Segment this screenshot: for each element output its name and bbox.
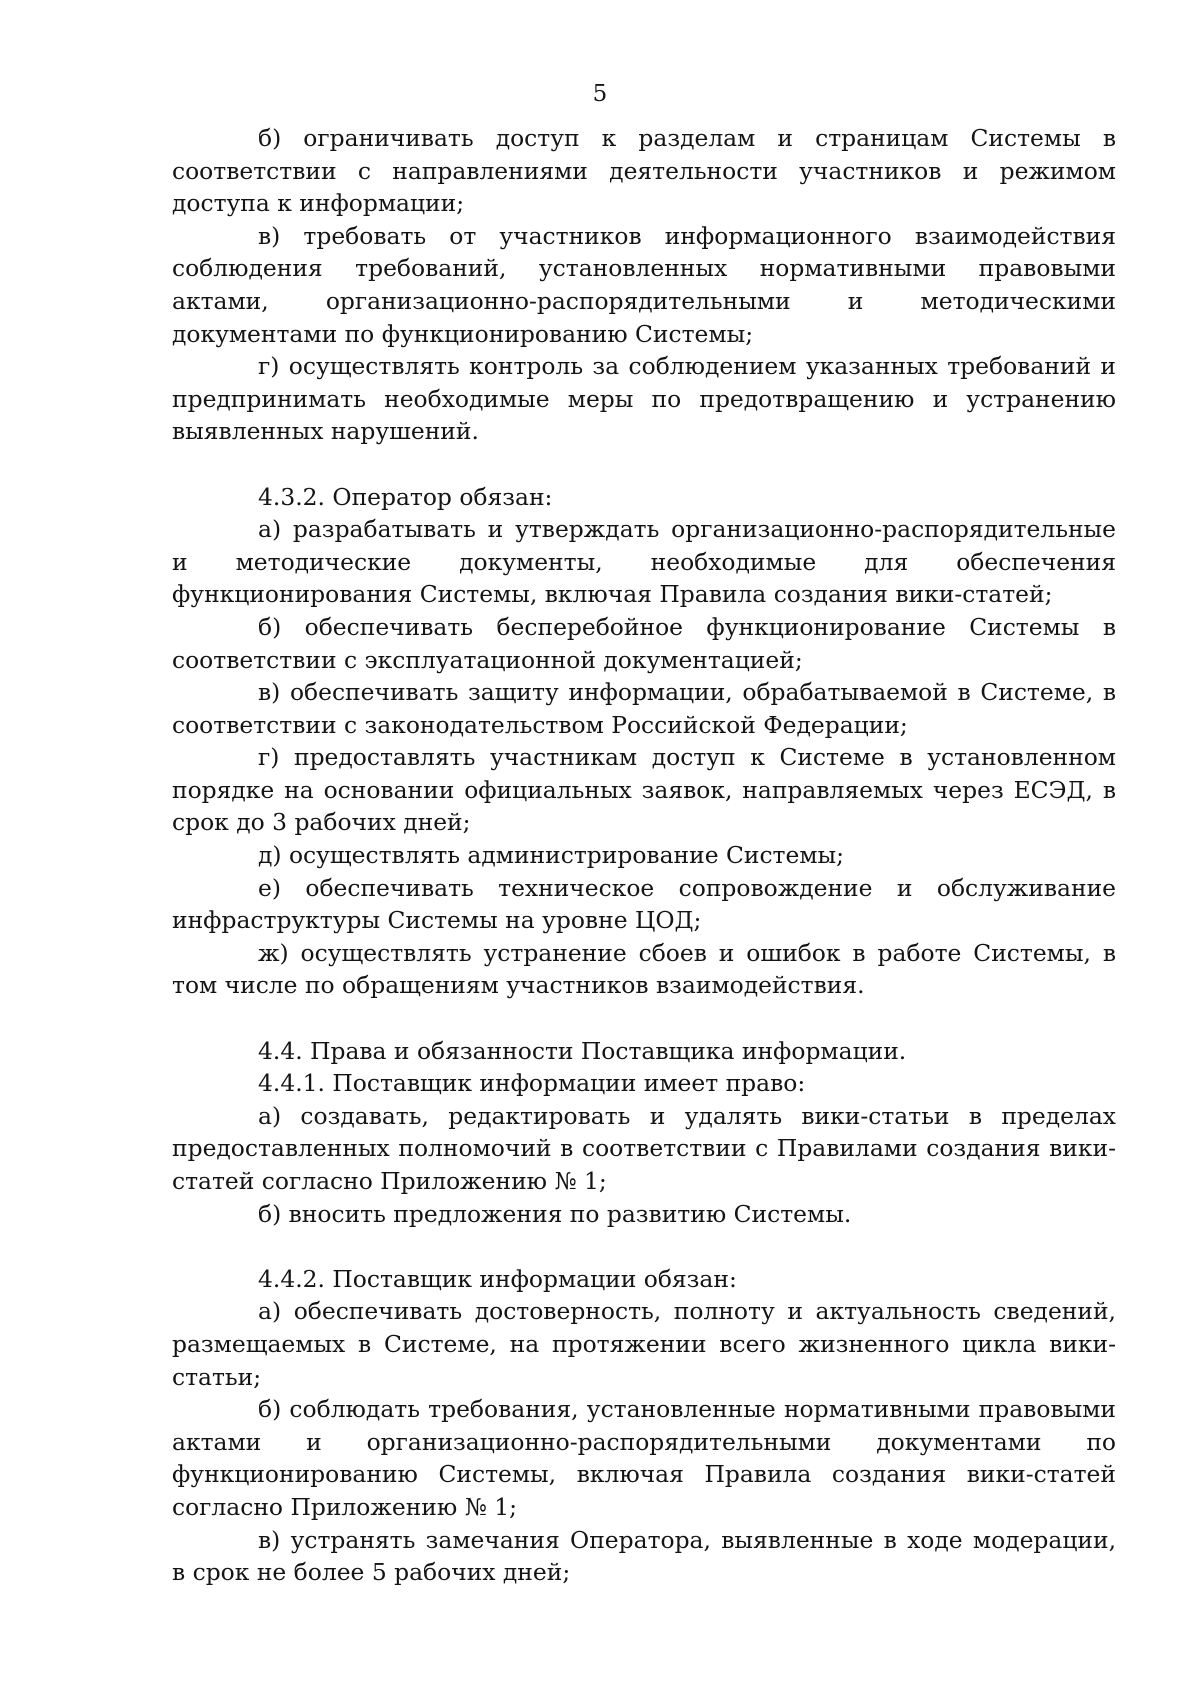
paragraph: в) устранять замечания Оператора, выявленные в ходе модерации, в срок не более 5 рабочих дней;: [172, 1525, 1116, 1587]
paragraph: а) обеспечивать достоверность, полноту и актуальность сведений, размещаемых в Системе, на протяжении всего жизненного цикла вики-статьи;: [172, 1297, 1116, 1391]
section-heading: 4.4.2. Поставщик информации обязан:: [258, 1264, 737, 1293]
section-heading: 4.4. Права и обязанности Поставщика информации.: [258, 1036, 907, 1065]
paragraph: г) осуществлять контроль за соблюдением указанных требований и предпринимать необходимые меры по предотвращению и устранению выявленных нарушений.: [172, 352, 1116, 446]
paragraph: в) обеспечивать защиту информации, обрабатываемой в Системе, в соответствии с законодательством Российской Федерации;: [172, 678, 1116, 739]
paragraph: ж) осуществлять устранение сбоев и ошибок в работе Системы, в том числе по обращениям участников взаимодействия.: [172, 938, 1116, 1000]
section-heading: 4.3.2. Оператор обязан:: [258, 482, 553, 511]
paragraph: г) предоставлять участникам доступ к Системе в установленном порядке на основании официальных заявок, направляемых через ЕСЭД, в срок до 3 рабочих дней;: [172, 743, 1116, 837]
page-number: 5: [592, 81, 608, 107]
paragraph: д) осуществлять администрирование Системы;: [258, 841, 845, 870]
paragraph: б) ограничивать доступ к разделам и страницам Системы в соответствии с направлениями деятельности участников и режимом доступа к информации;: [172, 124, 1116, 218]
paragraph: е) обеспечивать техническое сопровождение и обслуживание инфраструктуры Системы на уровне ЦОД;: [172, 873, 1116, 935]
paragraph: б) соблюдать требования, установленные нормативными правовыми актами и организационно-распорядительными документами по функционированию Системы, включая Правила создания вики-статей согласно Приложению № 1;: [172, 1395, 1116, 1521]
paragraph: в) требовать от участников информационного взаимодействия соблюдения требований, установленных нормативными правовыми актами, организационно-распорядительными и методическими документами по функционированию Системы;: [172, 221, 1116, 348]
section-heading: 4.4.1. Поставщик информации имеет право:: [258, 1069, 806, 1098]
paragraph: б) обеспечивать бесперебойное функционирование Системы в соответствии с эксплуатационной документацией;: [172, 612, 1116, 674]
document-body: [172, 122, 1116, 1589]
paragraph: а) создавать, редактировать и удалять вики-статьи в пределах предоставленных полномочий в соответствии с Правилами создания вики-статей согласно Приложению № 1;: [172, 1101, 1116, 1195]
paragraph: а) разрабатывать и утверждать организационно-распорядительные и методические документы, необходимые для обеспечения функционирования Системы, включая Правила создания вики-статей;: [172, 515, 1116, 609]
paragraph: б) вносить предложения по развитию Системы.: [258, 1199, 852, 1228]
